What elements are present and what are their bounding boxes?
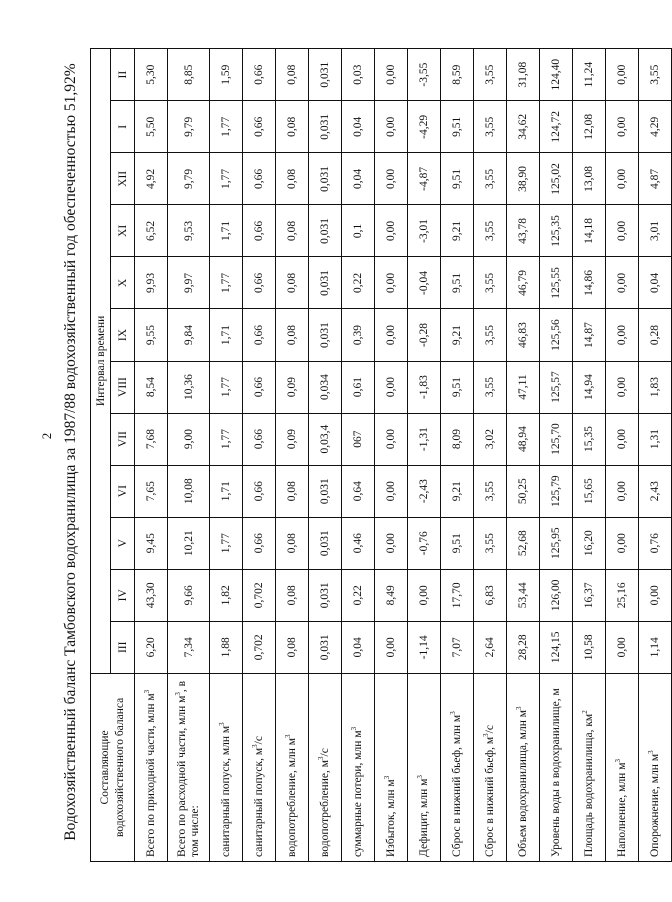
row-label [342,673,375,861]
table-cell: 4,87 [639,153,672,205]
row-label-tail: /с [318,748,331,757]
table-cell: 9,21 [441,465,474,517]
row-label-text: Всего по приходной части, млн м [144,693,157,857]
table-cell: 7,68 [135,413,168,465]
table-cell: 3,55 [639,49,672,101]
table-cell: 0,08 [276,257,309,309]
table-cell: 0,00 [375,101,408,153]
document-title: Водохозяйственный баланс Тамбовского водохранилища за 1987/88 водохозяйственный год обеспеченностью 51,92% [62,63,79,841]
unit-superscript: 3 [613,759,622,763]
table-cell: 1,71 [210,205,243,257]
row-label-text: водопотребление, млн м [285,737,298,857]
table-cell: 46,83 [507,309,540,361]
table-cell: 38,90 [507,153,540,205]
table-cell: 9,79 [168,101,210,153]
table-cell: 0,00 [375,413,408,465]
table-cell: 0,00 [606,517,639,569]
table-cell: 1,71 [210,465,243,517]
table-cell: 0,031 [309,257,342,309]
table-cell: 3,55 [474,49,507,101]
table-cell: 9,51 [441,101,474,153]
row-label-text: санитарный попуск, м [252,747,265,857]
table-row [243,49,276,862]
table-cell: 1,77 [210,361,243,413]
table-cell: 0,22 [342,257,375,309]
table-cell: 6,83 [474,569,507,621]
table-cell: 14,86 [573,257,606,309]
table-cell: 0,031 [309,205,342,257]
header-row-interval [91,49,111,862]
table-cell: 0,04 [639,257,672,309]
table-cell: 0,1 [342,205,375,257]
row-label [540,673,573,861]
table-cell: 46,79 [507,257,540,309]
unit-superscript: 3 [316,756,325,760]
table-cell: 0,08 [276,517,309,569]
table-cell: 125,02 [540,153,573,205]
table-cell: 0,00 [606,257,639,309]
table-cell: 8,59 [441,49,474,101]
table-cell: 2,43 [639,465,672,517]
table-cell: 1,83 [639,361,672,413]
table-cell: 48,94 [507,413,540,465]
table-cell: 0,00 [375,153,408,205]
row-label [168,673,210,861]
month-header: VII [111,413,135,465]
unit-superscript: 3 [382,775,391,780]
table-row [135,49,168,862]
table-cell: 43,78 [507,205,540,257]
row-label [243,673,276,861]
table-cell: 0,00 [375,465,408,517]
table-cell: 8,85 [168,49,210,101]
table-cell: 12,08 [573,101,606,153]
table-cell: 0,28 [639,309,672,361]
row-label [639,673,672,861]
table-cell: 10,36 [168,361,210,413]
unit-superscript: 2 [580,710,589,714]
table-cell: 31,08 [507,49,540,101]
table-cell: 1,14 [639,621,672,673]
table-cell: 0,00 [606,621,639,673]
table-cell: 0,66 [243,257,276,309]
table-cell: 125,70 [540,413,573,465]
table-cell: 9,84 [168,309,210,361]
component-header-line-2: водохозяйственного баланса [113,697,126,838]
month-header: IV [111,569,135,621]
table-cell: 3,55 [474,361,507,413]
table-cell: 8,54 [135,361,168,413]
unit-superscript: 3 [173,692,182,696]
table-cell: 0,00 [375,621,408,673]
table-cell: 15,65 [573,465,606,517]
table-cell: 0,702 [243,569,276,621]
row-label [309,673,342,861]
table-cell: -0,76 [408,517,441,569]
table-cell: 0,00 [606,153,639,205]
table-cell: 1,77 [210,153,243,205]
table-cell: 0,031 [309,101,342,153]
row-label-tail: /с [483,725,496,734]
unit-superscript: 3 [142,689,151,694]
row-label [606,673,639,861]
month-header: VI [111,465,135,517]
table-cell: -1,83 [408,361,441,413]
table-cell: 0,08 [276,465,309,517]
component-header [91,673,135,861]
table-cell: 9,00 [168,413,210,465]
table-row [540,49,573,862]
table-cell: 16,20 [573,517,606,569]
table-cell: 17,70 [441,569,474,621]
table-cell: 0,031 [309,153,342,205]
table-cell: 5,30 [135,49,168,101]
table-cell: 3,55 [474,309,507,361]
table-cell: 0,00 [606,413,639,465]
table-cell: 0,00 [375,257,408,309]
table-cell: 0,00 [639,569,672,621]
table-cell: 124,15 [540,621,573,673]
table-cell: 0,64 [342,465,375,517]
row-label-tail: /с [252,736,265,745]
page-number: 2 [39,432,54,440]
table-cell: -1,31 [408,413,441,465]
table-cell: 0,66 [243,101,276,153]
table-cell: 1,59 [210,49,243,101]
rotated-sheet [62,20,661,862]
table-cell: 14,18 [573,205,606,257]
table-cell: 125,56 [540,309,573,361]
table-cell: 13,08 [573,153,606,205]
table-cell: 1,71 [210,309,243,361]
table-cell: 3,55 [474,101,507,153]
table-cell: 0,09 [276,361,309,413]
table-cell: 1,77 [210,517,243,569]
table-cell: 9,51 [441,153,474,205]
water-balance-table [90,48,672,862]
table-cell: -4,29 [408,101,441,153]
month-header: XI [111,205,135,257]
table-cell: 0,031 [309,517,342,569]
table-cell: -2,43 [408,465,441,517]
table-cell: 7,07 [441,621,474,673]
table-cell: 0,034 [309,361,342,413]
table-cell: 28,28 [507,621,540,673]
row-label [135,673,168,861]
table-cell: 0,031 [309,569,342,621]
table-cell: 15,35 [573,413,606,465]
table-cell: 5,50 [135,101,168,153]
table-row [507,49,540,862]
table-cell: 3,01 [639,205,672,257]
interval-header: Интервал времени [91,49,111,674]
table-cell: 0,00 [408,569,441,621]
unit-superscript: 3 [349,726,358,731]
unit-superscript: 3 [514,706,523,710]
row-label-tail: , в том числе: [175,680,201,857]
row-label [573,673,606,861]
table-cell: 0,00 [606,309,639,361]
table-cell: 3,55 [474,205,507,257]
table-cell: 0,08 [276,569,309,621]
table-cell: 0,031 [309,465,342,517]
table-row [606,49,639,862]
row-label [474,673,507,861]
table-cell: 1,82 [210,569,243,621]
unit-superscript: 3 [283,734,292,738]
row-label-text: Избыток, млн м [384,779,397,857]
table-cell: 0,00 [606,361,639,413]
unit-superscript: 3 [646,750,655,754]
table-cell: 0,08 [276,101,309,153]
table-cell: 0,00 [375,309,408,361]
table-cell: 0,66 [243,413,276,465]
table-cell: 0,04 [342,153,375,205]
table-cell: 7,34 [168,621,210,673]
table-cell: 125,95 [540,517,573,569]
table-cell: -3,01 [408,205,441,257]
table-cell: 0,39 [342,309,375,361]
table-cell: 0,08 [276,153,309,205]
row-label-text: санитарный попуск, млн м [219,725,232,857]
month-header: I [111,101,135,153]
table-cell: 8,09 [441,413,474,465]
table-cell: 125,79 [540,465,573,517]
table-cell: 9,55 [135,309,168,361]
table-cell: 0,04 [342,621,375,673]
table-cell: 53,44 [507,569,540,621]
table-cell: 10,58 [573,621,606,673]
table-cell: 3,55 [474,465,507,517]
row-label [408,673,441,861]
table-cell: 1,77 [210,257,243,309]
row-label [210,673,243,861]
table-cell: 10,21 [168,517,210,569]
table-cell: 4,92 [135,153,168,205]
table-row [375,49,408,862]
row-label-text: Сброс в нижний бьеф, млн м [450,714,463,857]
table-cell: 0,00 [606,49,639,101]
table-cell: 34,62 [507,101,540,153]
table-cell: 1,31 [639,413,672,465]
table-row [474,49,507,862]
table-cell: 0,46 [342,517,375,569]
table-cell: 0,00 [606,205,639,257]
table-cell: 14,94 [573,361,606,413]
table-cell: 0,22 [342,569,375,621]
table-cell: 124,40 [540,49,573,101]
table-cell: 0,66 [243,361,276,413]
month-header: V [111,517,135,569]
table-cell: 0,00 [375,49,408,101]
table-cell: 0,66 [243,49,276,101]
table-cell: 10,08 [168,465,210,517]
table-cell: 52,68 [507,517,540,569]
table-cell: 1,88 [210,621,243,673]
table-cell: 9,51 [441,257,474,309]
table-cell: 0,00 [375,361,408,413]
table-cell: 9,45 [135,517,168,569]
table-cell: 0,66 [243,465,276,517]
table-cell: 8,49 [375,569,408,621]
table-cell: -0,04 [408,257,441,309]
unit-superscript: 3 [481,733,490,737]
row-label-text: Сброс в нижний бьеф, м [483,736,496,857]
table-cell: 9,66 [168,569,210,621]
table-row [573,49,606,862]
table-cell: 11,24 [573,49,606,101]
table-cell: 7,65 [135,465,168,517]
table-cell: 3,02 [474,413,507,465]
table-cell: 0,00 [606,465,639,517]
row-label-text: Площадь водохранилища, км [582,713,595,857]
table-cell: 6,20 [135,621,168,673]
component-header-line-1: Составляющие [98,730,111,805]
table-cell: 4,29 [639,101,672,153]
table-row [639,49,672,862]
table-cell: 0,031 [309,309,342,361]
table-cell: 2,64 [474,621,507,673]
table-cell: 1,77 [210,413,243,465]
unit-superscript: 3 [250,744,259,748]
table-cell: 0,702 [243,621,276,673]
table-cell: 9,51 [441,361,474,413]
month-header: X [111,257,135,309]
table-cell: 1,77 [210,101,243,153]
table-row [168,49,210,862]
row-label-text: Уровень воды в водохранилище, м [549,688,562,857]
table-cell: 0,00 [606,101,639,153]
table-cell: 16,37 [573,569,606,621]
table-cell: 0,66 [243,309,276,361]
table-cell: 9,97 [168,257,210,309]
table-cell: 0,08 [276,621,309,673]
table-cell: 0,08 [276,309,309,361]
table-cell: 0,00 [375,205,408,257]
table-cell: -1,14 [408,621,441,673]
row-label-text: Объем водохранилища, млн м [516,710,529,857]
row-label-text: Дефицит, млн м [417,778,430,857]
unit-superscript: 3 [415,775,424,779]
table-cell: 0,031 [309,621,342,673]
table-cell: 0,03 [342,49,375,101]
table-cell: 14,87 [573,309,606,361]
table-cell: 3,55 [474,153,507,205]
table-cell: 0,66 [243,153,276,205]
table-cell: 0,61 [342,361,375,413]
row-label [507,673,540,861]
table-cell: 47,11 [507,361,540,413]
table-cell: 9,21 [441,309,474,361]
month-header: III [111,621,135,673]
table-cell: 43,30 [135,569,168,621]
table-cell: 125,55 [540,257,573,309]
table-cell: 125,57 [540,361,573,413]
month-header: IX [111,309,135,361]
table-cell: 0,08 [276,49,309,101]
month-header: II [111,49,135,101]
row-label-text: Всего по расходной части, млн м [175,695,188,857]
table-cell: 0,76 [639,517,672,569]
row-label-text: суммарные потери, млн м [351,730,364,857]
table-cell: 0,09 [276,413,309,465]
table-cell: 9,53 [168,205,210,257]
table-cell: 9,51 [441,517,474,569]
table-row [309,49,342,862]
row-label-text: Наполнение, млн м [615,762,628,857]
row-label [441,673,474,861]
table-cell: 50,25 [507,465,540,517]
table-row [342,49,375,862]
table-row [276,49,309,862]
table-cell: 25,16 [606,569,639,621]
table-cell: 9,79 [168,153,210,205]
row-label-text: водопотребление, м [318,760,331,857]
table-cell: 0,66 [243,205,276,257]
table-cell: 0,03,4 [309,413,342,465]
table-cell: 0,66 [243,517,276,569]
table-cell: 0,00 [375,517,408,569]
table-cell: 9,21 [441,205,474,257]
table-cell: 067 [342,413,375,465]
row-label-text: Опорожнение, млн м [648,753,661,857]
unit-superscript: 3 [217,722,226,726]
table-cell: -0,28 [408,309,441,361]
table-cell: 126,00 [540,569,573,621]
table-cell: 9,93 [135,257,168,309]
month-header: XII [111,153,135,205]
table-cell: 125,35 [540,205,573,257]
table-cell: 3,55 [474,257,507,309]
table-body [135,49,672,862]
table-cell: -3,55 [408,49,441,101]
table-cell: -4,87 [408,153,441,205]
table-cell: 0,031 [309,49,342,101]
table-cell: 0,08 [276,205,309,257]
table-row [408,49,441,862]
table-cell: 124,72 [540,101,573,153]
month-header: VIII [111,361,135,413]
table-cell: 6,52 [135,205,168,257]
unit-superscript: 3 [448,711,457,715]
row-label [276,673,309,861]
table-cell: 0,04 [342,101,375,153]
table-row [210,49,243,862]
table-row [441,49,474,862]
table-cell: 3,55 [474,517,507,569]
row-label [375,673,408,861]
